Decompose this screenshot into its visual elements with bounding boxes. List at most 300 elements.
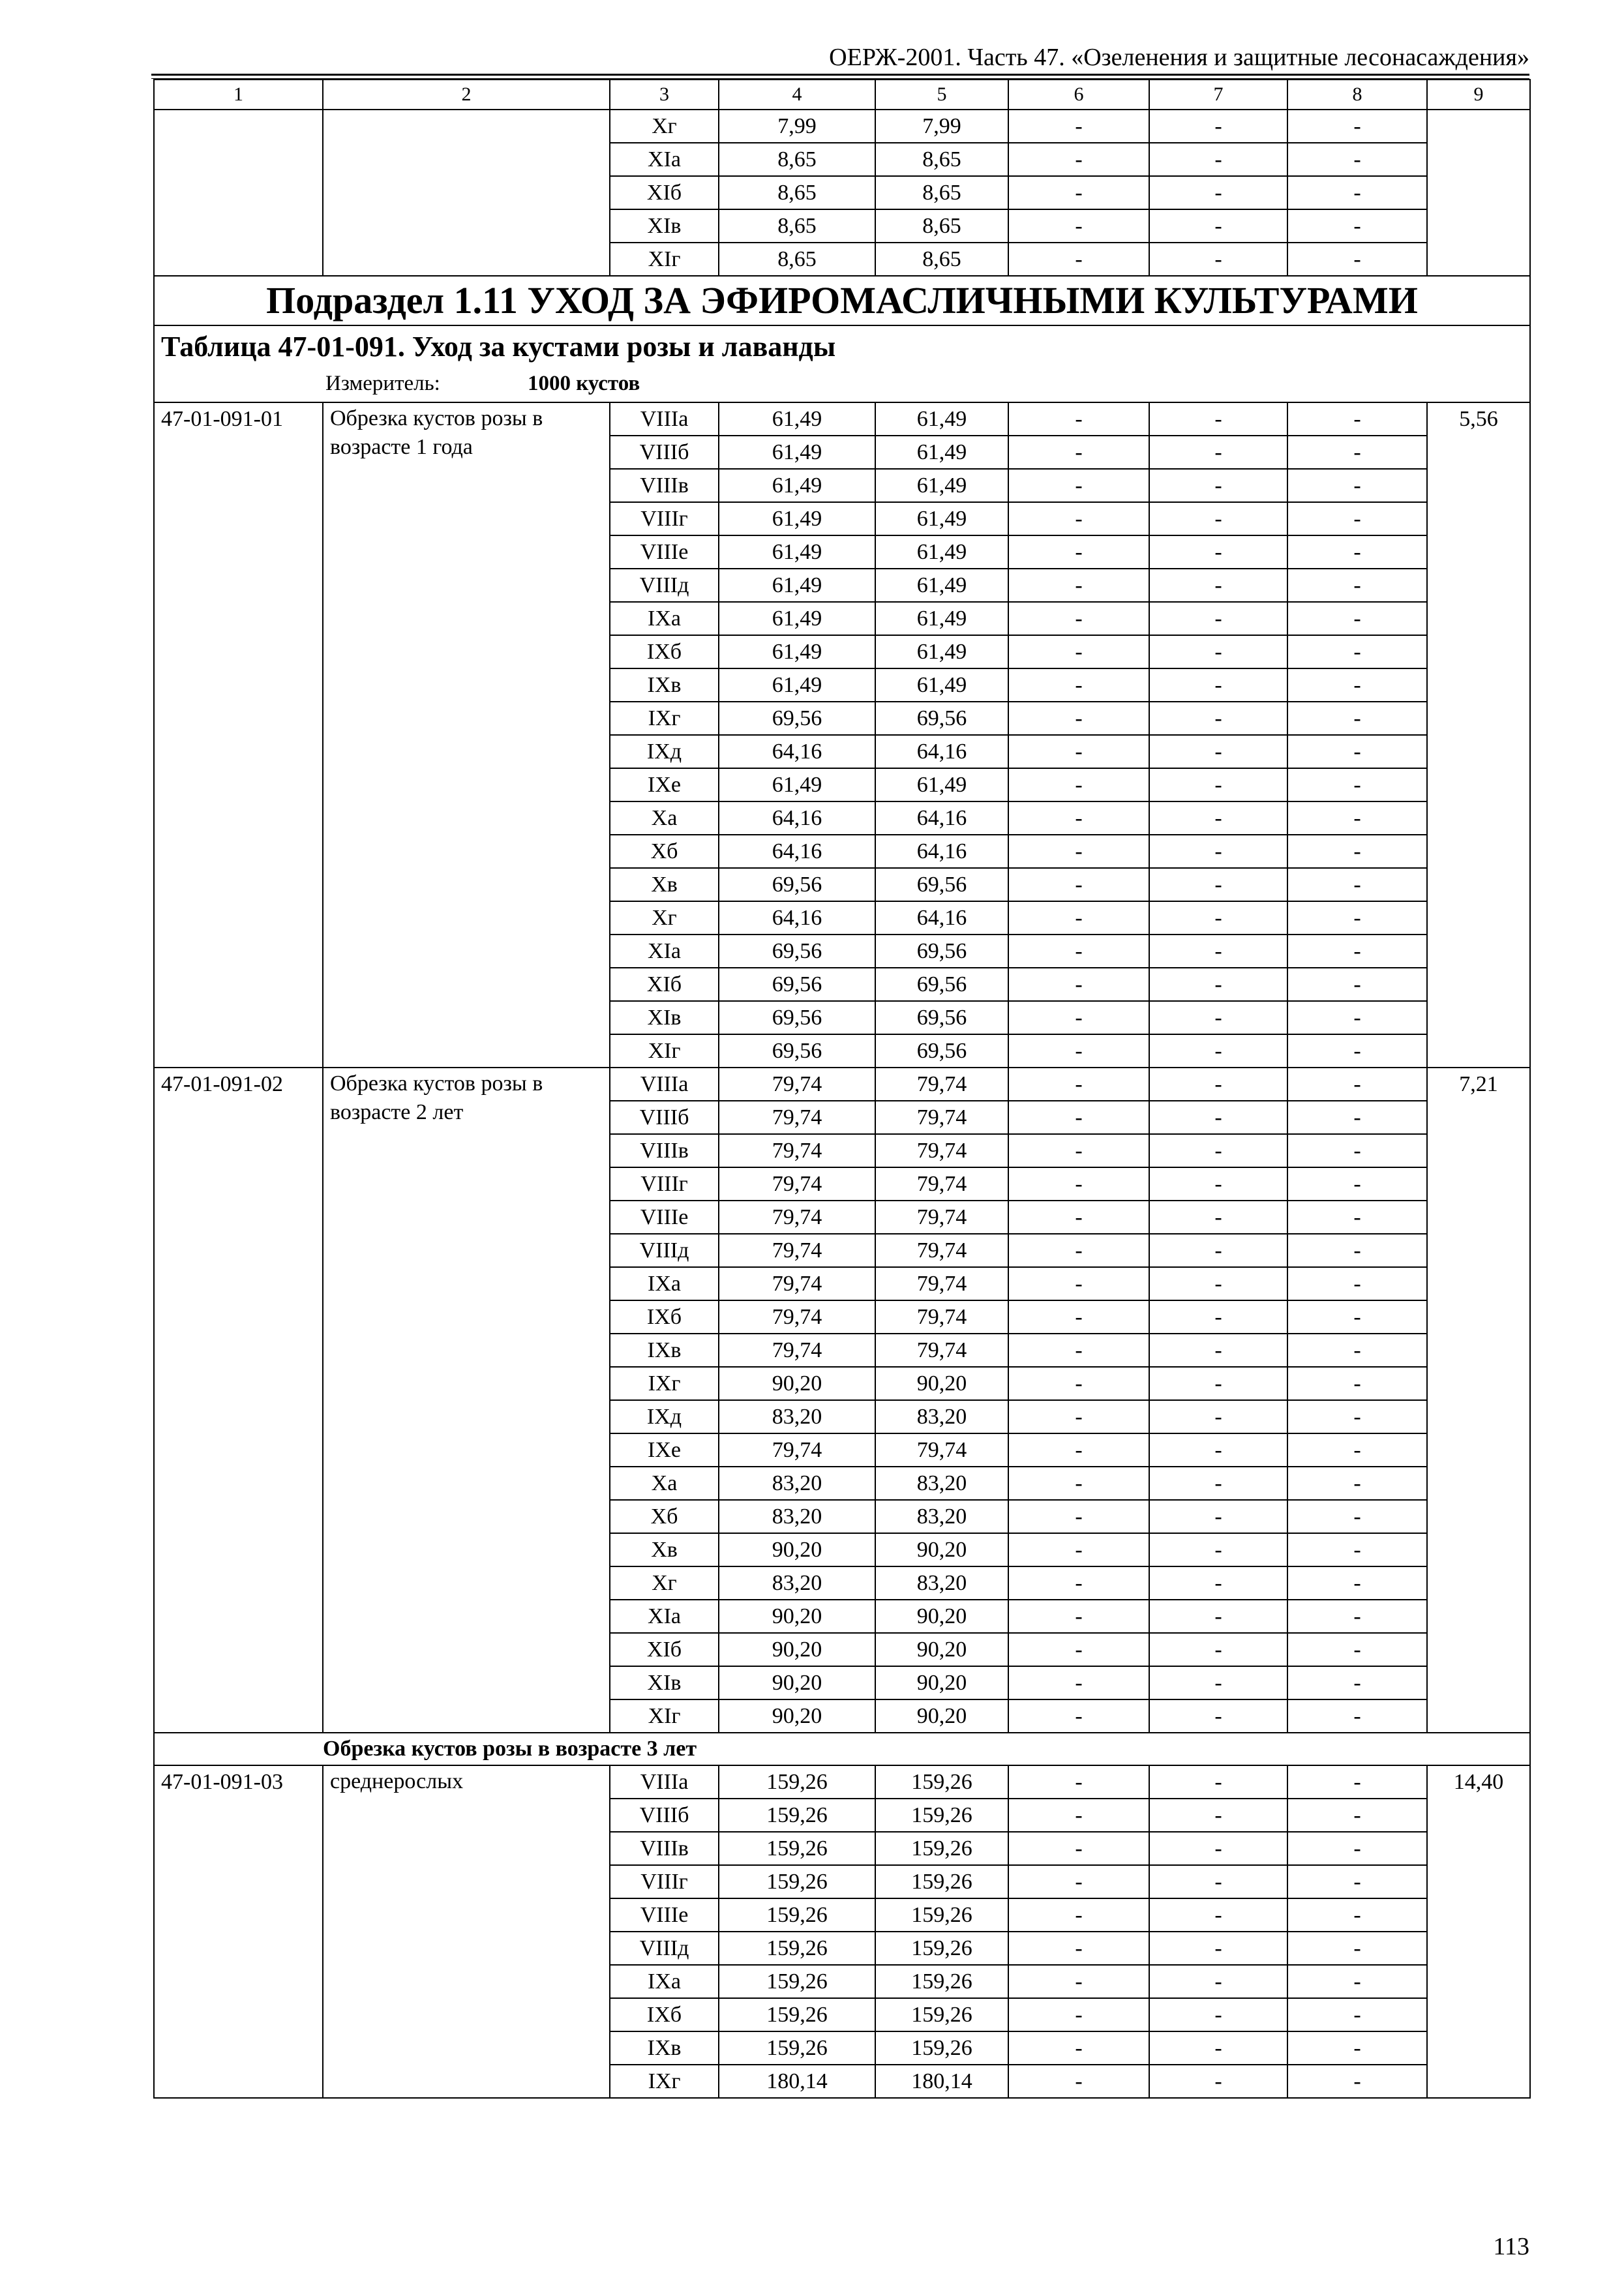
table-cell: 180,14 <box>719 2065 875 2098</box>
table-cell: - <box>1008 2065 1149 2098</box>
table-cell: - <box>1149 176 1287 209</box>
table-cell: 79,74 <box>719 1300 875 1334</box>
table-cell: - <box>1008 1998 1149 2031</box>
table-cell: 8,65 <box>875 176 1008 209</box>
table-cell: 90,20 <box>719 1533 875 1566</box>
table-cell: - <box>1149 1034 1287 1068</box>
table-cell: 159,26 <box>875 1832 1008 1865</box>
table-cell: 90,20 <box>875 1600 1008 1633</box>
table-cell: - <box>1287 1799 1427 1832</box>
table-cell: VIIIг <box>610 1167 719 1201</box>
table-cell: - <box>1287 1566 1427 1600</box>
table-cell: - <box>1149 1765 1287 1799</box>
table-cell: - <box>1287 1101 1427 1134</box>
table-cell: IXа <box>610 1965 719 1998</box>
table-cell: 79,74 <box>719 1068 875 1101</box>
table-cell: 79,74 <box>875 1101 1008 1134</box>
page-number: 113 <box>1493 2233 1529 2260</box>
rate-code: 47-01-091-03 <box>154 1765 323 2098</box>
table-cell: - <box>1008 502 1149 535</box>
table-cell: - <box>1287 1167 1427 1201</box>
column-number: 7 <box>1149 80 1287 110</box>
table-cell: 79,74 <box>875 1267 1008 1300</box>
table-cell: - <box>1149 402 1287 436</box>
table-cell: - <box>1287 1334 1427 1367</box>
table-cell: 159,26 <box>719 1965 875 1998</box>
table-cell: - <box>1149 1134 1287 1167</box>
table-cell: - <box>1008 1134 1149 1167</box>
table-cell: - <box>1149 2065 1287 2098</box>
table-cell: 61,49 <box>719 635 875 668</box>
table-cell: IXб <box>610 1998 719 2031</box>
table-cell: Xб <box>610 1500 719 1533</box>
table-cell: - <box>1149 1832 1287 1865</box>
table-cell: - <box>1149 1633 1287 1666</box>
table-cell: - <box>1149 1167 1287 1201</box>
table-cell: - <box>1149 602 1287 635</box>
table-row <box>154 1068 1530 1101</box>
table-cell: VIIIд <box>610 1234 719 1267</box>
table-cell: - <box>1149 868 1287 901</box>
table-cell: XIа <box>610 143 719 176</box>
table-cell: 69,56 <box>719 702 875 735</box>
table-cell: 159,26 <box>719 1832 875 1865</box>
table-cell: - <box>1008 1898 1149 1932</box>
table-cell: - <box>1287 1832 1427 1865</box>
table-cell: VIIIд <box>610 1932 719 1965</box>
table-cell: - <box>1287 2065 1427 2098</box>
table-cell: - <box>1149 1898 1287 1932</box>
table-cell: - <box>1149 768 1287 801</box>
table-cell: 79,74 <box>719 1167 875 1201</box>
table-cell: 83,20 <box>875 1400 1008 1433</box>
table-cell: 61,49 <box>875 469 1008 502</box>
column-number: 5 <box>875 80 1008 110</box>
rate-col9 <box>1427 110 1530 276</box>
rate-description: среднерослых <box>323 1765 610 2098</box>
rate-code <box>154 110 323 276</box>
table-cell: - <box>1008 1600 1149 1633</box>
table-cell: - <box>1149 1865 1287 1898</box>
table-cell: - <box>1008 1633 1149 1666</box>
table-cell: IXд <box>610 735 719 768</box>
table-cell: - <box>1287 1201 1427 1234</box>
table-cell: VIIIв <box>610 1832 719 1865</box>
table-cell: - <box>1008 602 1149 635</box>
table-cell: - <box>1287 502 1427 535</box>
table-cell: - <box>1149 469 1287 502</box>
table-cell: 90,20 <box>719 1633 875 1666</box>
table-cell: 61,49 <box>875 768 1008 801</box>
column-number: 9 <box>1427 80 1530 110</box>
table-cell: - <box>1287 569 1427 602</box>
table-cell: 61,49 <box>719 502 875 535</box>
table-cell: IXе <box>610 1433 719 1467</box>
table-cell: - <box>1287 110 1427 143</box>
table-cell: 69,56 <box>875 868 1008 901</box>
table-cell: 90,20 <box>719 1367 875 1400</box>
table-cell: XIб <box>610 968 719 1001</box>
table-cell: - <box>1287 176 1427 209</box>
table-cell: 159,26 <box>875 1965 1008 1998</box>
rate-description: Обрезка кустов розы в возрасте 2 лет <box>323 1068 610 1733</box>
rate-col9: 14,40 <box>1427 1765 1530 2098</box>
table-body <box>154 80 1530 2098</box>
table-row <box>154 110 1530 143</box>
rate-description: Обрезка кустов розы в возрасте 1 года <box>323 402 610 1068</box>
table-cell: - <box>1287 143 1427 176</box>
table-cell: 61,49 <box>875 535 1008 569</box>
table-cell: - <box>1287 1034 1427 1068</box>
table-cell: 61,49 <box>719 402 875 436</box>
table-cell: XIв <box>610 209 719 243</box>
table-cell: VIIIг <box>610 502 719 535</box>
table-cell: - <box>1149 243 1287 276</box>
table-cell: 180,14 <box>875 2065 1008 2098</box>
table-cell: 90,20 <box>719 1699 875 1733</box>
table-cell: - <box>1149 968 1287 1001</box>
table-cell: IXв <box>610 2031 719 2065</box>
table-cell: - <box>1287 1600 1427 1633</box>
table-cell: - <box>1008 209 1149 243</box>
table-cell: - <box>1008 1001 1149 1034</box>
table-cell: 83,20 <box>875 1467 1008 1500</box>
table-cell: - <box>1008 1467 1149 1500</box>
column-number: 1 <box>154 80 323 110</box>
table-cell: - <box>1149 2031 1287 2065</box>
table-cell: 64,16 <box>719 735 875 768</box>
table-cell: - <box>1149 143 1287 176</box>
table-cell: - <box>1287 1234 1427 1267</box>
table-cell: 159,26 <box>875 1932 1008 1965</box>
subsection-title: Подраздел 1.11 УХОД ЗА ЭФИРОМАСЛИЧНЫМИ КУЛЬТУРАМИ <box>154 276 1530 325</box>
table-cell: 61,49 <box>719 469 875 502</box>
table-cell: - <box>1008 569 1149 602</box>
table-cell: 64,16 <box>719 835 875 868</box>
table-cell: - <box>1287 1267 1427 1300</box>
table-cell: VIIIб <box>610 436 719 469</box>
rate-col9: 7,21 <box>1427 1068 1530 1733</box>
column-number: 6 <box>1008 80 1149 110</box>
table-cell: - <box>1008 1500 1149 1533</box>
table-cell: 7,99 <box>719 110 875 143</box>
table-cell: - <box>1008 1400 1149 1433</box>
table-cell: - <box>1149 635 1287 668</box>
table-cell: - <box>1008 1167 1149 1201</box>
table-cell: 69,56 <box>719 1034 875 1068</box>
table-cell: 61,49 <box>719 569 875 602</box>
table-cell: - <box>1287 1965 1427 1998</box>
table-cell: - <box>1149 1201 1287 1234</box>
table-cell: 64,16 <box>875 801 1008 835</box>
table-cell: - <box>1287 1699 1427 1733</box>
table-cell: - <box>1008 1765 1149 1799</box>
table-cell: Xб <box>610 835 719 868</box>
table-title-cell <box>154 325 1530 402</box>
column-number: 4 <box>719 80 875 110</box>
table-cell: - <box>1008 968 1149 1001</box>
table-cell: Xв <box>610 868 719 901</box>
table-cell: - <box>1149 668 1287 702</box>
table-cell: IXв <box>610 668 719 702</box>
table-cell: 83,20 <box>719 1400 875 1433</box>
rate-code: 47-01-091-02 <box>154 1068 323 1733</box>
table-cell: - <box>1149 935 1287 968</box>
table-cell: - <box>1149 1001 1287 1034</box>
table-cell: - <box>1008 1267 1149 1300</box>
table-cell: - <box>1008 1533 1149 1566</box>
table-cell: 159,26 <box>875 1765 1008 1799</box>
table-cell: 61,49 <box>875 569 1008 602</box>
table-cell: 79,74 <box>875 1167 1008 1201</box>
table-cell: VIIIв <box>610 1134 719 1167</box>
rates-table <box>153 79 1531 2099</box>
table-cell: 159,26 <box>719 1865 875 1898</box>
table-cell: 61,49 <box>875 436 1008 469</box>
table-cell: 79,74 <box>875 1068 1008 1101</box>
table-cell: 159,26 <box>719 1765 875 1799</box>
table-cell: - <box>1008 243 1149 276</box>
table-cell: - <box>1008 2031 1149 2065</box>
table-cell: 61,49 <box>875 402 1008 436</box>
table-cell: IXд <box>610 1400 719 1433</box>
table-cell: XIб <box>610 176 719 209</box>
table-title: Таблица 47-01-091. Уход за кустами розы и лаванды <box>161 331 836 363</box>
table-cell: - <box>1008 1201 1149 1234</box>
table-cell: - <box>1008 1034 1149 1068</box>
table-cell: 90,20 <box>875 1666 1008 1699</box>
table-cell: 159,26 <box>875 1799 1008 1832</box>
table-cell: - <box>1287 801 1427 835</box>
table-cell: XIа <box>610 1600 719 1633</box>
table-cell: - <box>1287 935 1427 968</box>
table-cell: - <box>1287 1633 1427 1666</box>
table-cell: 159,26 <box>719 2031 875 2065</box>
column-number: 8 <box>1287 80 1427 110</box>
table-cell: XIб <box>610 1633 719 1666</box>
table-cell: XIв <box>610 1001 719 1034</box>
table-cell: - <box>1149 1068 1287 1101</box>
table-cell: 64,16 <box>875 901 1008 935</box>
table-cell: - <box>1149 1600 1287 1633</box>
table-cell: - <box>1287 209 1427 243</box>
table-cell: - <box>1287 635 1427 668</box>
column-number: 2 <box>323 80 610 110</box>
table-cell: - <box>1149 702 1287 735</box>
table-cell: 69,56 <box>719 868 875 901</box>
table-cell: - <box>1149 1101 1287 1134</box>
table-cell: IXб <box>610 635 719 668</box>
table-cell: VIIIе <box>610 535 719 569</box>
table-cell: 61,49 <box>875 668 1008 702</box>
table-cell: 79,74 <box>719 1201 875 1234</box>
table-cell: - <box>1287 735 1427 768</box>
table-cell: 159,26 <box>719 1932 875 1965</box>
rate-code: 47-01-091-01 <box>154 402 323 1068</box>
table-cell: - <box>1149 1699 1287 1733</box>
table-cell: - <box>1287 1400 1427 1433</box>
table-cell: - <box>1149 209 1287 243</box>
table-cell: 159,26 <box>719 1799 875 1832</box>
table-cell: - <box>1008 1566 1149 1600</box>
table-cell: 79,74 <box>875 1201 1008 1234</box>
table-cell: - <box>1149 1400 1287 1433</box>
table-cell: 79,74 <box>719 1234 875 1267</box>
table-cell: - <box>1149 801 1287 835</box>
table-cell: 69,56 <box>719 1001 875 1034</box>
table-cell: IXг <box>610 2065 719 2098</box>
table-cell: - <box>1287 668 1427 702</box>
table-cell: - <box>1287 469 1427 502</box>
table-cell: - <box>1149 535 1287 569</box>
table-cell: 69,56 <box>875 1001 1008 1034</box>
table-cell: 8,65 <box>719 176 875 209</box>
table-cell: XIв <box>610 1666 719 1699</box>
table-cell: 90,20 <box>719 1666 875 1699</box>
table-cell: 69,56 <box>875 702 1008 735</box>
table-cell: 79,74 <box>875 1433 1008 1467</box>
table-cell: VIIIв <box>610 469 719 502</box>
table-cell: Xв <box>610 1533 719 1566</box>
table-cell: - <box>1008 1367 1149 1400</box>
table-cell: - <box>1149 1533 1287 1566</box>
table-cell: - <box>1008 1666 1149 1699</box>
section-heading-row <box>154 1733 1530 1765</box>
table-cell: 8,65 <box>719 143 875 176</box>
table-cell: 159,26 <box>875 1998 1008 2031</box>
table-cell: - <box>1149 835 1287 868</box>
rate-description <box>323 110 610 276</box>
table-cell: - <box>1287 1500 1427 1533</box>
table-cell: 79,74 <box>875 1134 1008 1167</box>
table-cell: XIг <box>610 243 719 276</box>
table-cell: 8,65 <box>719 209 875 243</box>
table-cell: - <box>1149 436 1287 469</box>
table-cell: IXе <box>610 768 719 801</box>
table-cell: 69,56 <box>875 1034 1008 1068</box>
table-cell: VIIIа <box>610 1068 719 1101</box>
table-cell: VIIIд <box>610 569 719 602</box>
table-title-row <box>154 325 1530 402</box>
table-row <box>154 1765 1530 1799</box>
table-cell: 69,56 <box>719 935 875 968</box>
table-cell: 64,16 <box>719 901 875 935</box>
table-cell: - <box>1008 935 1149 968</box>
table-cell: 61,49 <box>719 668 875 702</box>
table-cell: - <box>1149 1334 1287 1367</box>
table-cell: - <box>1287 1001 1427 1034</box>
table-cell: - <box>1149 1367 1287 1400</box>
table-cell: 61,49 <box>719 768 875 801</box>
table-cell: - <box>1008 469 1149 502</box>
table-cell: 90,20 <box>719 1600 875 1633</box>
table-cell: IXб <box>610 1300 719 1334</box>
table-cell: - <box>1149 569 1287 602</box>
table-cell: Xг <box>610 110 719 143</box>
table-cell: - <box>1008 110 1149 143</box>
table-cell: - <box>1008 436 1149 469</box>
measure-label: Измеритель: <box>325 372 440 395</box>
column-number: 3 <box>610 80 719 110</box>
table-cell: - <box>1287 1300 1427 1334</box>
table-cell: 61,49 <box>875 502 1008 535</box>
table-cell: - <box>1287 1068 1427 1101</box>
table-cell: Xа <box>610 1467 719 1500</box>
table-cell: IXа <box>610 602 719 635</box>
table-cell: 61,49 <box>719 535 875 569</box>
table-cell: - <box>1008 1965 1149 1998</box>
table-cell: 159,26 <box>875 1865 1008 1898</box>
table-cell: 8,65 <box>719 243 875 276</box>
table-cell: - <box>1287 968 1427 1001</box>
table-cell: 8,65 <box>875 243 1008 276</box>
table-cell: - <box>1008 1068 1149 1101</box>
table-cell: - <box>1008 1334 1149 1367</box>
table-cell: - <box>1008 143 1149 176</box>
table-cell: - <box>1149 1267 1287 1300</box>
table-cell: - <box>1008 635 1149 668</box>
table-cell: - <box>1008 402 1149 436</box>
table-cell: - <box>1287 1765 1427 1799</box>
table-cell: - <box>1008 535 1149 569</box>
table-cell: - <box>1287 868 1427 901</box>
table-cell: 159,26 <box>719 1998 875 2031</box>
header-rule <box>151 74 1529 76</box>
table-cell: XIа <box>610 935 719 968</box>
table-cell: - <box>1149 1300 1287 1334</box>
table-cell: IXа <box>610 1267 719 1300</box>
table-cell: 8,65 <box>875 143 1008 176</box>
table-cell: 69,56 <box>875 935 1008 968</box>
table-cell: - <box>1008 668 1149 702</box>
table-cell: 61,49 <box>875 602 1008 635</box>
table-cell: - <box>1287 901 1427 935</box>
table-cell: - <box>1008 801 1149 835</box>
rate-col9: 5,56 <box>1427 402 1530 1068</box>
table-cell: - <box>1287 1865 1427 1898</box>
table-cell: XIг <box>610 1699 719 1733</box>
table-cell: Xа <box>610 801 719 835</box>
table-cell: 79,74 <box>719 1134 875 1167</box>
table-cell: - <box>1287 436 1427 469</box>
table-cell: - <box>1149 901 1287 935</box>
table-cell: - <box>1287 1134 1427 1167</box>
table-cell: - <box>1149 1234 1287 1267</box>
table-cell: - <box>1287 768 1427 801</box>
table-cell: VIIIб <box>610 1799 719 1832</box>
table-cell: 90,20 <box>875 1633 1008 1666</box>
table-cell: VIIIе <box>610 1201 719 1234</box>
table-cell: 83,20 <box>719 1500 875 1533</box>
table-cell: 159,26 <box>875 1898 1008 1932</box>
table-cell: 7,99 <box>875 110 1008 143</box>
table-cell: Xг <box>610 901 719 935</box>
table-cell: 69,56 <box>719 968 875 1001</box>
table-cell: - <box>1287 1433 1427 1467</box>
column-number-row <box>154 80 1530 110</box>
table-cell: - <box>1149 502 1287 535</box>
table-cell: - <box>1287 1666 1427 1699</box>
table-cell: 159,26 <box>875 2031 1008 2065</box>
table-cell: - <box>1149 1998 1287 2031</box>
table-cell: - <box>1287 1998 1427 2031</box>
table-cell: VIIIа <box>610 402 719 436</box>
section-heading: Обрезка кустов розы в возрасте 3 лет <box>154 1733 1530 1765</box>
table-cell: - <box>1287 1898 1427 1932</box>
measure-value: 1000 кустов <box>528 372 640 395</box>
table-cell: 79,74 <box>719 1101 875 1134</box>
table-cell: 79,74 <box>719 1433 875 1467</box>
